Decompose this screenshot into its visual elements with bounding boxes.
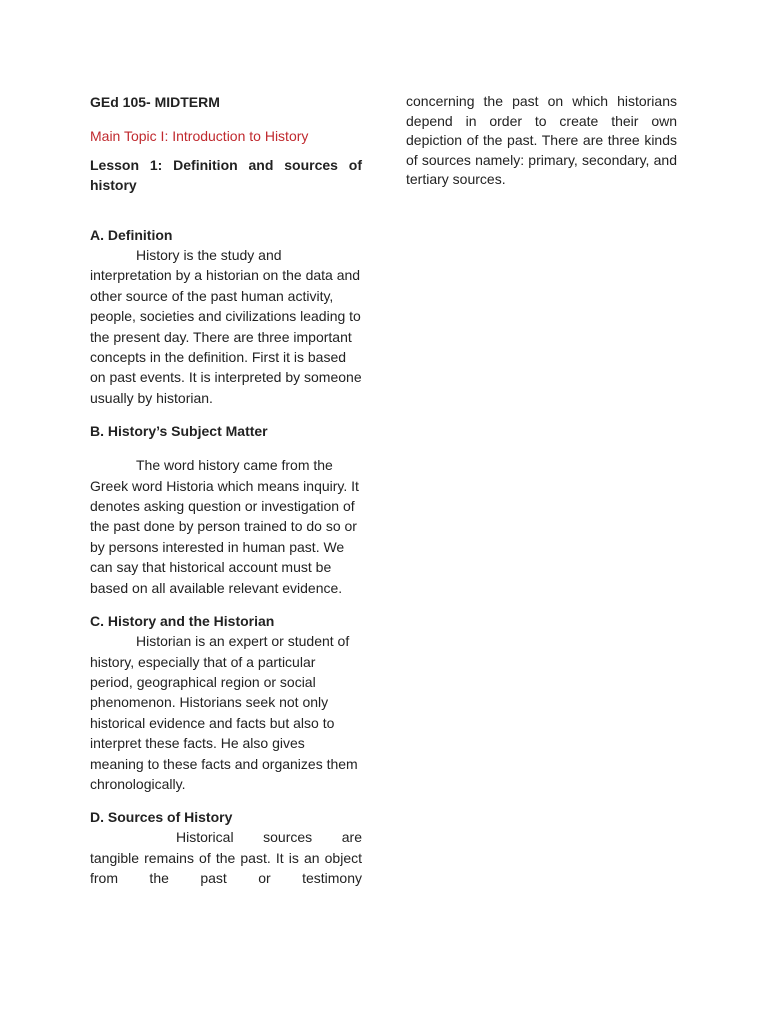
section-heading-sources: D. Sources of History	[90, 809, 233, 826]
section-heading-historian: C. History and the Historian	[90, 613, 275, 630]
left-column	[90, 92, 362, 889]
section-heading-subject-matter: B. History’s Subject Matter	[90, 423, 268, 440]
lesson-title: Lesson 1: Definition and sources of history	[90, 157, 362, 193]
course-title: GEd 105- MIDTERM	[90, 94, 220, 110]
right-column	[406, 92, 677, 190]
section-heading-definition: A. Definition	[90, 227, 173, 243]
section-body-subject-matter: The word history came from the Greek word Historia which means inquiry. It denotes asking question or investigation of the past done by person trained to do so or by persons interested in human past. We can say that historical account must be based on all available relevant evidence.	[90, 457, 359, 596]
section-body-historian: Historian is an expert or student of history, especially that of a particular period, geographical region or social phenomenon. Historians seek not only historical evidence and facts but also to interpret these facts. He also gives meaning to these facts and organizes them chronologically.	[90, 633, 358, 792]
section-body-sources: Historical sources are tangible remains of the past. It is an object from the past or testimony	[90, 829, 362, 887]
continuation-paragraph: concerning the past on which historians depend in order to create their own depiction of the past. There are three kinds of sources namely: primary, secondary, and tertiary sources.	[406, 93, 677, 188]
section-body-definition: History is the study and interpretation by a historian on the data and other source of the past human activity, people, societies and civilizations leading to the present day. There are three important concepts in the definition. First it is based on past events. It is interpreted by someone usually by historian.	[90, 247, 362, 406]
main-topic: Main Topic I: Introduction to History	[90, 128, 309, 144]
